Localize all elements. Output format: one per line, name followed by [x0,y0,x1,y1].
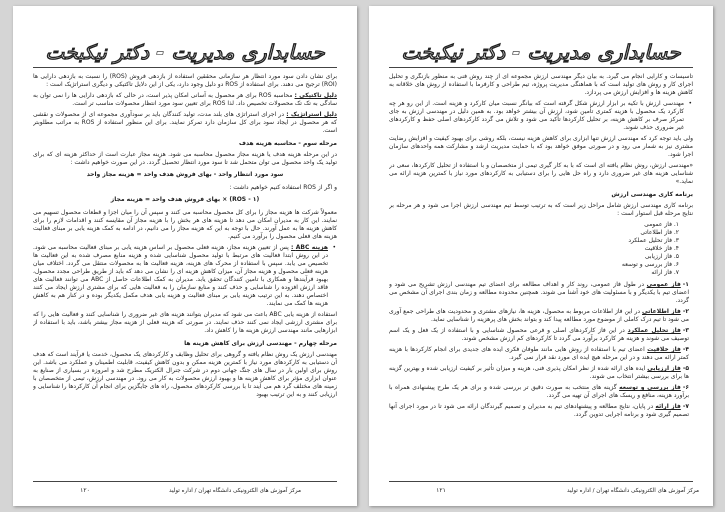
phase-label: فاز تحلیل عملکرد [627,327,681,334]
footer-organization: مرکز آموزش های الکترونیکی دانشگاه تهران / اداره تولید [169,488,301,494]
phase-number: ۱- [682,281,689,288]
phase-list-item: ۵. فاز ارزیابی [644,253,679,260]
paragraph-step3: در این مرحله هزینه هدف یا هزینه مجاز محصول محاسبه می شود. هزینه مجاز عبارت است از حداکثر هزینه ای که برای تولید یک واحد محصول می توان متحمل شد تا سود مورد انتظار تحصیل گردد. در این صورت خواهیم داشت : [33,151,337,166]
phase-list-item: ۳. فاز تحلیل عملکرد [628,237,679,244]
section-heading-step3: مرحله سوم - محاسبه هزینه هدف [239,140,337,147]
phase-label: فاز خلاقیت [647,346,681,353]
section-heading-program: برنامه کاری مهندسی ارزش [611,191,693,198]
footer-divider [389,481,693,482]
header-divider [389,67,693,68]
phase-number: ۵- [682,365,689,372]
phase-text: در پایان، نتایج مطالعه و پیشنهادهای تیم به مدیران و تصمیم گیرندگان ارائه می شود تا در مورد اجرای آنها تصمیم گیری شود و برنامه اجرایی تدوین گردد. [389,403,689,418]
strategic-reason-label: دلیل استراتژیک : [286,111,337,118]
phase-description [389,403,693,419]
phase-list-item: ۱. فاز عمومی [644,221,679,228]
paragraph-program-intro: برنامه کاری مهندسی ارزش شامل مراحل زیر است که به ترتیب توسط تیم مهندسی ارزش اجرا می شود و هر مرحله بر نتایج مرحله قبل استوار است : [389,202,693,217]
header-divider [33,67,337,68]
phase-description [389,327,693,343]
phase-description [389,346,693,362]
paragraph-intro: برای نشان دادن سود مورد انتظار هر سازمانی محققین استفاده از بازدهی فروش (ROS) را نسبت به بازدهی دارایی ها (ROI) ترجیح می دهند. برای استفاده از ROS دو دلیل وجود دارد، یکی از این دلایل تاکتیکی و دیگری استراتژیک است : [33,73,337,88]
page-body [389,73,693,475]
phase-number: ۳- [682,327,689,334]
paragraph-definition: «مهندسی ارزش، روش نظام یافته ای است که با به کار گیری تیمی از متخصصان و با استفاده از تحلیل کارکردها، سعی در شناسایی هزینه های غیر ضروری دارد و راه حل هایی را برای دستیابی به کارکردهای مورد نیاز با کمترین هزینه ارائه می نماید.» [389,162,693,185]
paragraph-intro: تاسیسات و کارایی انجام می گیرد. به بیان دیگر مهندسی ارزش مجموعه ای از چند روش فنی به منظور بازنگری و تحلیل اجرای کار و روش های تولید است که با هماهنگی مدیریت پروژه، تیم طراحی و کارفرما با استفاده از روش های خلاقانه به کاهش هزینه ها و افزایش ارزش می پردازد. [389,73,693,96]
phase-text: گزینه های منتخب به صورت دقیق تر بررسی شده و برای هر یک طرح پیشنهادی همراه با برآورد هزینه، منافع و ریسک های اجرای آن تهیه می گردد. [389,384,689,399]
phase-text: در این فاز اطلاعات مربوط به محصول، هزینه ها، نیازهای مشتری و محدودیت های طراحی جمع آوری می شود تا تیم درک کاملی از موضوع مورد مطالعه پیدا کند و بتواند بخش های پرهزینه را شناسایی نماید. [389,308,689,323]
phase-text: اعضای تیم با استفاده از روش هایی مانند طوفان فکری ایده های جدیدی برای انجام کارکردها با هزینه کمتر ارائه می دهند و در این مرحله هیچ ایده ای مورد نقد قرار نمی گیرد. [389,346,689,361]
formula-allowable-cost: سود مورد انتظار واحد - بهای فروش هدف واحد = هزینه مجاز واحد [86,171,284,178]
phase-description [389,308,693,324]
section-heading-step4: مرحله چهارم - مهندسی ارزش برای کاهش هزینه ها [184,340,337,347]
phase-description [389,384,693,400]
phase-list-item: ۶. فاز بررسی و توسعه [621,261,679,268]
phase-list-item: ۴. فاز خلاقیت [644,245,679,252]
tactical-reason [33,92,337,108]
phase-label: فاز ارزیابی [647,365,681,372]
phase-list-item: ۲. فاز اطلاعاتی [640,229,679,236]
phase-label: فاز ارائه [655,403,681,410]
phase-text: در این فاز کارکردهای اصلی و فرعی محصول شناسایی و با استفاده از یک فعل و یک اسم توصیف می شوند و هزینه هر کارکرد برآورد می گردد تا کارکردهای کم ارزش مشخص شوند. [389,327,689,342]
footer-organization: مرکز آموزش های الکترونیکی دانشگاه تهران / اداره تولید [567,488,699,494]
phase-list-item: ۷. فاز ارائه [651,269,679,276]
phase-label: فاز اطلاعاتی [642,308,681,315]
phase-list [389,221,693,277]
document-page-left [13,6,357,506]
page-number: ۱۲۰ [80,487,90,494]
phase-text: در طول فاز عمومی، روند کار و اهداف مطالعه برای اعضای تیم مهندسی ارزش تشریح می شود و اعضای تیم با یکدیگر و با مسئولیت های خود آشنا می شوند. همچنین محدوده مطالعه و زمان بندی اجرای آن مشخص می گردد. [389,281,689,304]
phase-number: ۷- [682,403,689,410]
phase-description [389,365,693,381]
paragraph-ros-intro: و اگر از ROS استفاده کنیم خواهیم داشت : [229,184,337,191]
phase-number: ۲- [682,308,689,315]
footer-divider [33,481,337,482]
paragraph-note: ولی باید توجه کرد که مهندسی ارزش تنها ابزاری برای کاهش هزینه نیست، بلکه روشی برای بهبود کیفیت و افزایش رضایت مشتری نیز به شمار می رود و در صورتی موفق خواهد بود که با حمایت مدیریت ارشد و مشارکت همه واحدهای سازمان اجرا شود. [389,135,693,158]
tactical-reason-label: دلیل تاکتیکی : [294,92,337,99]
phase-label: فاز عمومی [646,281,681,288]
phase-description [389,281,693,305]
value-bullet: • مهندسی ارزش با تکیه بر ابزار ارزش شکل گرفته است که بیانگر نسبت میان کارکرد و هزینه است. از این رو هر چه کارکرد یک محصول با هزینه کمتری تأمین شود، ارزش آن بیشتر خواهد بود. به همین دلیل در مهندسی ارزش به جای تمرکز صرف بر کاهش هزینه، بر تحلیل کارکردها تأکید می شود و تلاش می گردد کارکردهای اصلی حفظ و کارکردهای غیر ضروری حذف شوند. [389,100,693,132]
paragraph-after-formula: معمولاً شرکت ها هزینه مجاز را برای کل محصول محاسبه می کنند و سپس آن را میان اجزا و قطعات محصول تسهیم می نمایند. این کار به مدیران امکان می دهد تا هزینه های هر بخش را با هزینه مجاز آن مقایسه کنند و اقدامات لازم را برای کاهش هزینه ها به عمل آورند. حال با توجه به این که هزینه مجاز را می دانیم، در ادامه به کمک هزینه یابی بر مبنای فعالیت هزینه های فعلی محصول را برآورد می کنیم. [33,209,337,240]
abc-label: هزینه ABC : [291,244,328,251]
document-page-right [369,6,713,506]
phase-number: ۶- [682,384,689,391]
phase-text: ایده های ارائه شده از نظر امکان پذیری فنی، هزینه و میزان تأثیر بر کیفیت ارزیابی شده و بهترین گزینه ها برای بررسی بیشتر انتخاب می شوند. [389,365,689,380]
page-title: حسابداری مدیریت - دکتر نیکبخت [401,40,681,64]
formula-ros: (ROS - ۱) × بهای فروش هدف واحد = هزینه مجاز [110,196,260,203]
phase-number: ۴- [682,346,689,353]
abc-text: پس از تعیین هزینه مجاز، هزینه فعلی محصول بر اساس هزینه یابی بر مبنای فعالیت محاسبه می شود. در این روش ابتدا فعالیت های مرتبط با تولید محصول شناسایی شده و هزینه منابع مصرف شده به این فعالیت ها تخصیص می یابد. سپس با استفاده از محرک های هزینه، هزینه فعالیت ها به محصولات منتقل می گردد. اختلاف میان هزینه فعلی محصول و هزینه مجاز آن، میزان کاهش هزینه ای را نشان می دهد که باید از طریق طراحی مجدد محصول، بهبود فرآیندها و همکاری با تامین کنندگان تحقق یابد. مدیران به کمک اطلاعات حاصل از ABC می توانند فعالیت های فاقد ارزش افزوده را شناسایی و حذف کنند و منابع سازمان را به فعالیت هایی که برای مشتری ارزش ایجاد می کنند اختصاص دهند. به این ترتیب هزینه یابی بر مبنای فعالیت و هزینه یابی هدف مکمل یکدیگر بوده و در کنار هم به کاهش هزینه ها کمک می نمایند. [33,244,328,307]
strategic-reason-text: در اجرای استراتژی های بلند مدت، تولید کنندگان باید بر سودآوری مجموعه ای از محصولات و نقشی که هر محصول در ایجاد سود برای کل سازمان دارد تمرکز نمایند. برای این منظور استفاده از ROS به مراتب مطلوبتر است. [33,111,337,134]
strategic-reason [33,111,337,135]
abc-bullet [33,244,337,308]
page-title: حسابداری مدیریت - دکتر نیکبخت [45,40,325,64]
page-number: ۱۲۱ [436,487,446,494]
paragraph-step4: مهندسی ارزش یک روش نظام یافته و گروهی برای تحلیل وظایف و کارکردهای یک محصول، خدمت یا فرآیند است که هدف آن دستیابی به کارکردهای مورد نیاز با کمترین هزینه ممکن و بدون کاهش کیفیت، قابلیت اطمینان و عملکرد می باشد. این روش برای اولین بار در سال های جنگ جهانی دوم در شرکت جنرال الکتریک مطرح شد و امروزه در بسیاری از صنایع به عنوان ابزاری مؤثر برای کاهش هزینه ها و بهبود ارزش محصولات به کار می رود. در مهندسی ارزش، تیمی از متخصصان با زمینه های مختلف گرد هم می آیند تا با بررسی کارکردهای محصول، راه های جایگزین برای انجام آن کارکردها را شناسایی و ارزیابی کنند و به این ترتیب بهبود [33,351,337,398]
paragraph-abc-followup: استفاده از هزینه یابی ABC باعث می شود که مدیران بتوانند هزینه های غیر ضروری را شناسایی کنند و فعالیت هایی را که برای مشتری ارزشی ایجاد نمی کنند حذف نمایند. در صورتی که هزینه فعلی از هزینه مجاز بیشتر باشد، باید با استفاده از ابزارهایی مانند مهندسی ارزش هزینه ها را کاهش داد. [33,311,337,334]
phase-label: فاز بررسی و توسعه [619,384,681,391]
tactical-reason-text: محاسبه ROS برای هر محصول به آسانی امکان پذیر است، در حالی که بازدهی دارایی ها را نمی توان به سادگی به تک تک محصولات تخصیص داد. لذا ROS برای تعیین سود مورد انتظار محصولات مناسب تر است. [33,92,337,107]
page-body [33,73,337,475]
